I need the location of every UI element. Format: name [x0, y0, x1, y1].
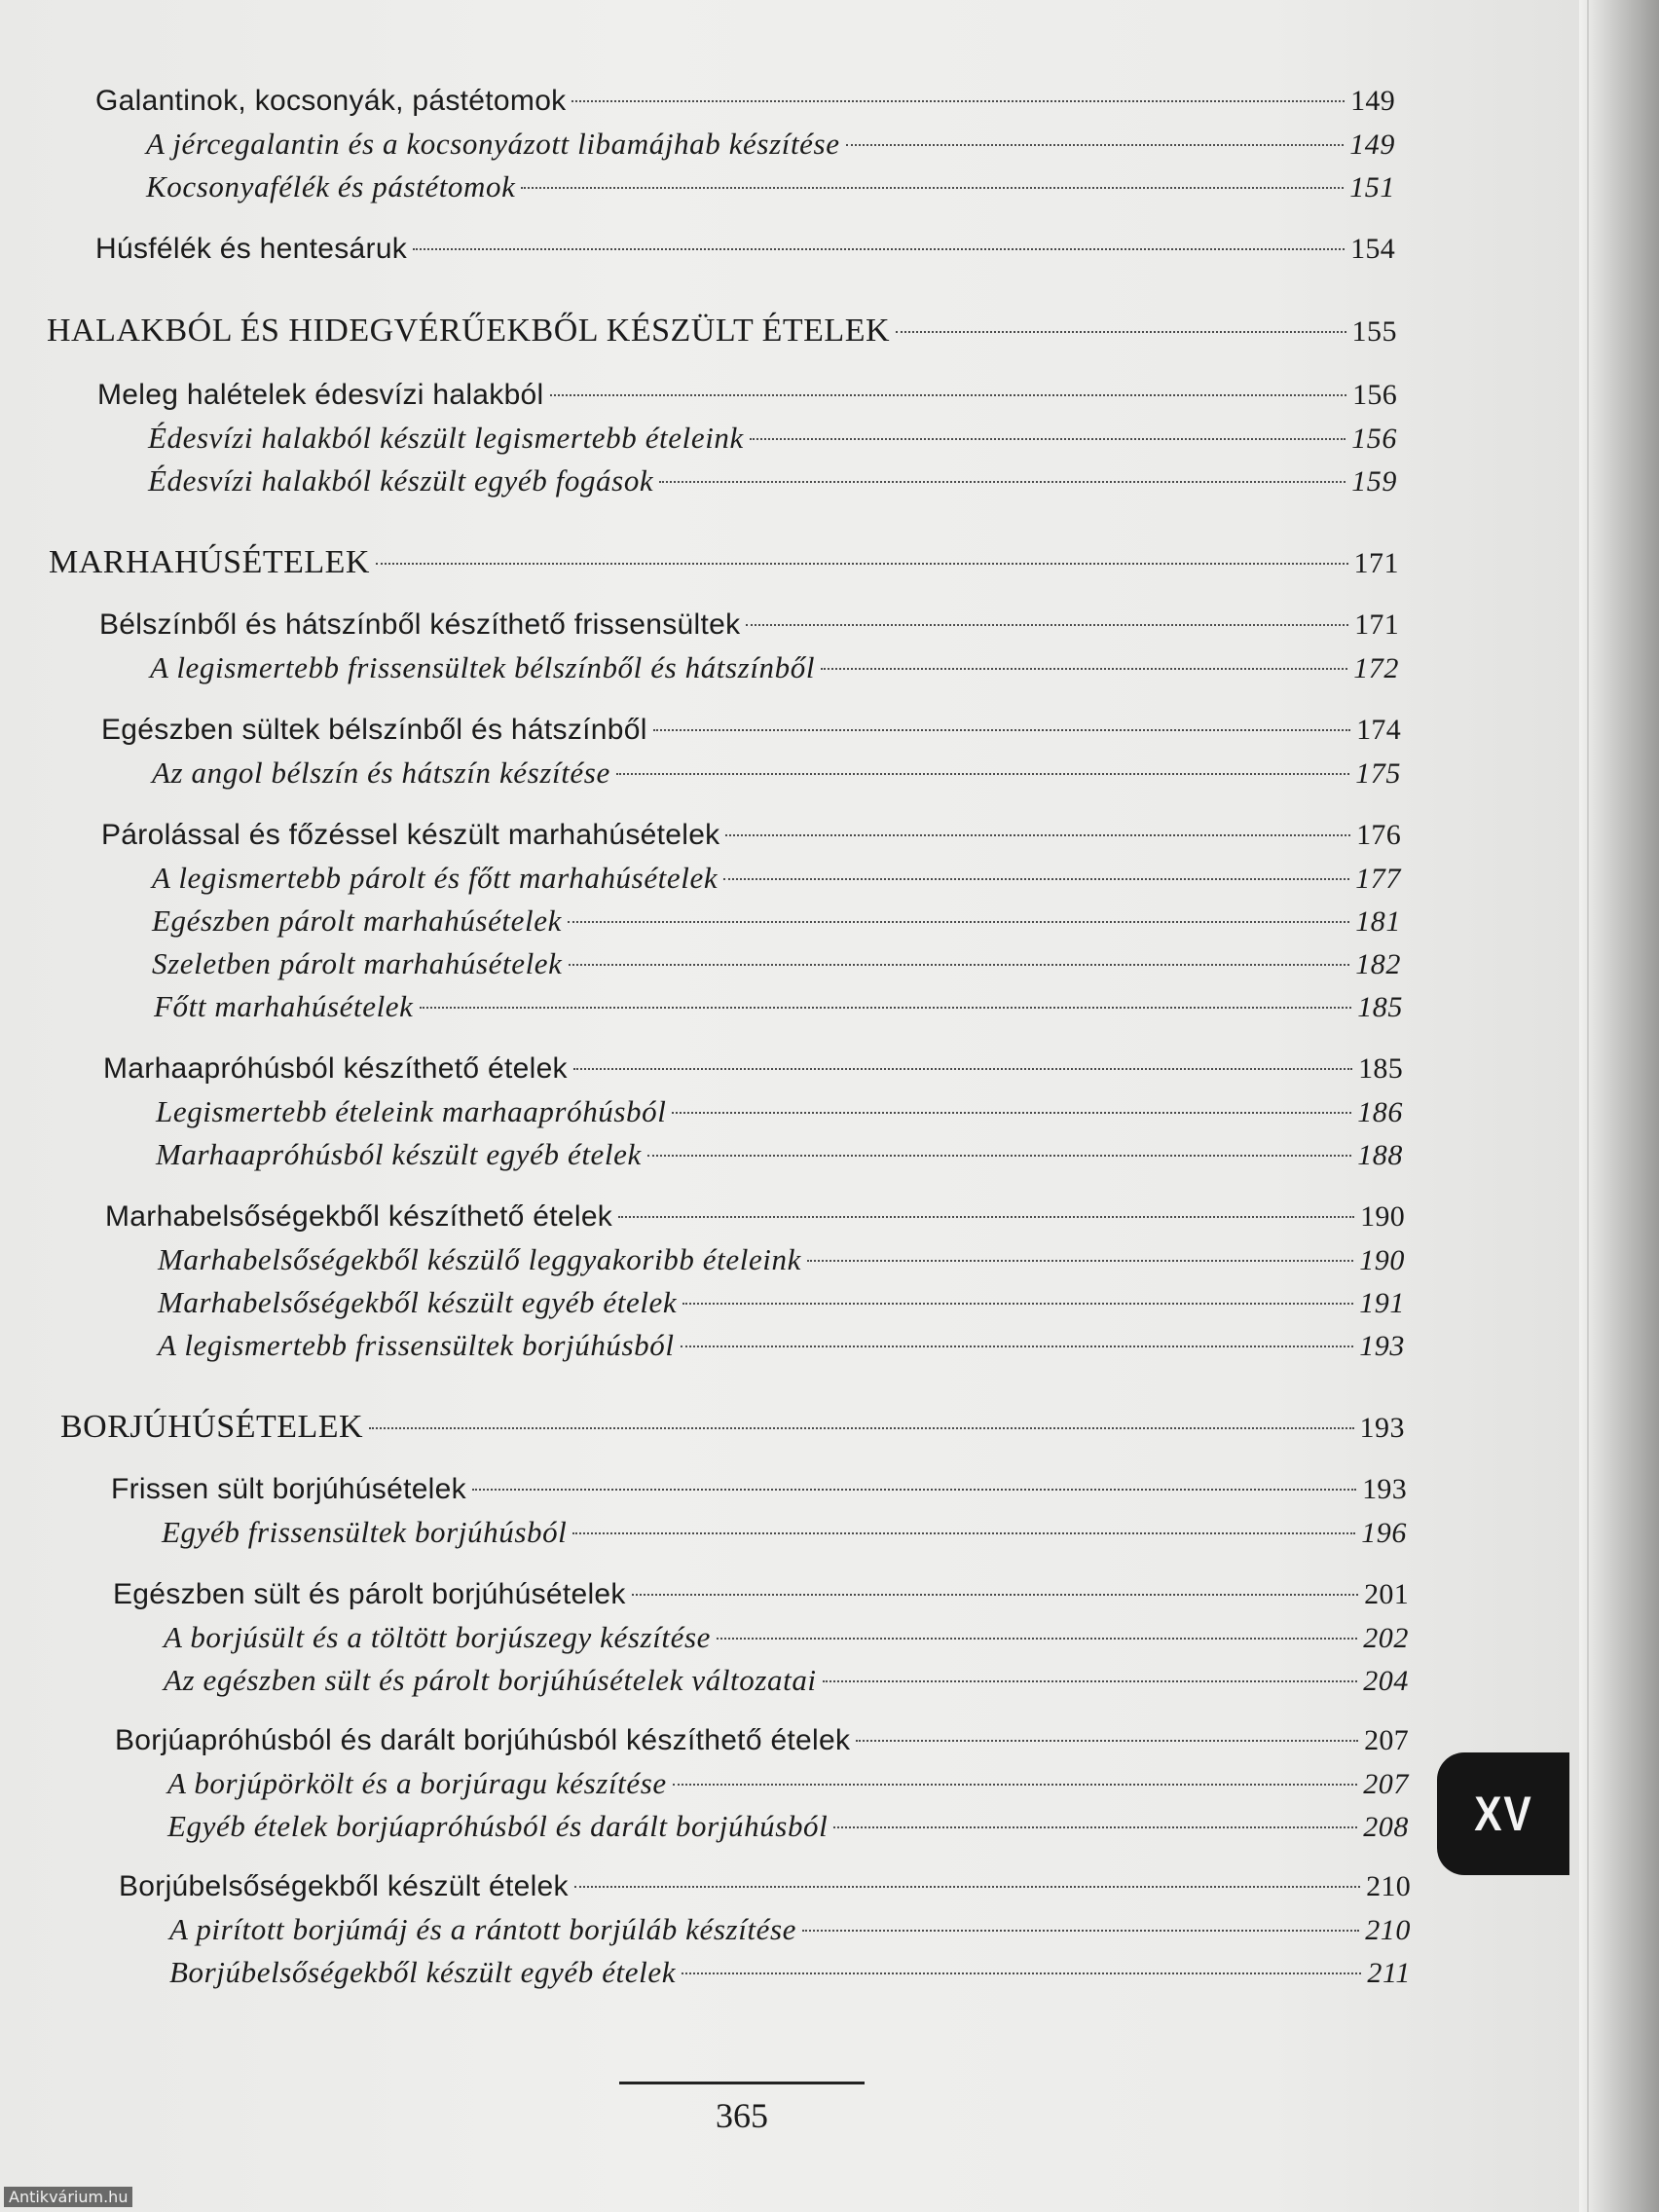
toc-entry-title: Borjúapróhúsból és darált borjúhúsból készíthető ételek — [115, 1724, 851, 1756]
toc-entry-page: 174 — [1356, 714, 1401, 746]
toc-entry — [148, 417, 1397, 460]
dot-leader — [833, 1826, 1357, 1828]
toc-entry-page: 151 — [1349, 171, 1395, 203]
dot-leader — [571, 100, 1345, 102]
footer-rule — [619, 2082, 865, 2084]
toc-entry — [105, 1196, 1405, 1238]
toc-entry-title: Húsfélék és hentesáruk — [95, 233, 408, 265]
toc-entry-page: 182 — [1355, 948, 1401, 980]
toc-entry — [146, 123, 1395, 166]
toc-entry — [167, 1762, 1409, 1805]
toc-entry — [95, 228, 1395, 271]
toc-entry-page: 171 — [1354, 608, 1399, 641]
toc-entry-title: Párolással és főzéssel készült marhahúsételek — [101, 819, 720, 851]
toc-entry-title: Borjúbelsőségekből készült egyéb ételek — [169, 1955, 677, 1989]
toc-entry-title: Egyéb ételek borjúapróhúsból és darált borjúhúsból — [167, 1809, 829, 1843]
toc-entry-title: A pirított borjúmáj és a rántott borjúláb készítése — [169, 1912, 796, 1946]
page-number: 365 — [716, 2096, 768, 2135]
toc-entry — [152, 942, 1401, 985]
page-edge — [1579, 0, 1659, 2212]
dot-leader — [632, 1594, 1358, 1596]
toc-entry-title: Kocsonyafélék és pástétomok — [146, 169, 516, 203]
dot-leader — [672, 1112, 1351, 1114]
toc-entry — [158, 1238, 1405, 1281]
toc-entry — [146, 166, 1395, 208]
toc-entry-title: Egészben sültek bélszínből és hátszínből — [101, 714, 647, 746]
toc-entry — [101, 814, 1401, 857]
toc-entry-title: Marhaapróhúsból készíthető ételek — [103, 1052, 568, 1085]
toc-entry-page: 193 — [1359, 1330, 1405, 1362]
toc-entry-title: Marhabelsőségekből készülő leggyakoribb ételeink — [158, 1242, 801, 1276]
dot-leader — [568, 921, 1349, 923]
toc-entry-page: 172 — [1353, 652, 1399, 684]
toc-entry-page: 191 — [1359, 1287, 1405, 1319]
dot-leader — [420, 1007, 1352, 1009]
dot-leader — [616, 773, 1349, 775]
dot-leader — [659, 481, 1346, 483]
toc-entry-title: Borjúbelsőségekből készült ételek — [119, 1870, 569, 1902]
dot-leader — [846, 144, 1345, 146]
toc-entry — [115, 1719, 1409, 1762]
toc-entry — [101, 709, 1401, 752]
toc-entry-page: 181 — [1355, 905, 1401, 938]
toc-entry — [49, 541, 1399, 584]
toc-entry-title: Egészben párolt marhahúsételek — [152, 903, 562, 938]
toc-entry-title: A legismertebb frissensültek bélszínből és hátszínből — [150, 650, 816, 684]
dot-leader — [572, 1532, 1355, 1534]
toc-entry-title: Frissen sült borjúhúsételek — [111, 1473, 466, 1505]
toc-entry-title: Az angol bélszín és hátszín készítése — [152, 756, 610, 790]
toc-entry — [47, 310, 1397, 352]
toc-entry — [169, 1951, 1411, 1994]
dot-leader — [413, 248, 1345, 250]
toc-entry-page: 175 — [1355, 757, 1401, 790]
toc-entry-page: 149 — [1350, 85, 1395, 117]
toc-entry-page: 210 — [1366, 1870, 1411, 1902]
toc-entry-title: Galantinok, kocsonyák, pástétomok — [95, 85, 567, 117]
toc-entry — [169, 1908, 1411, 1951]
dot-leader — [717, 1638, 1357, 1640]
toc-entry-page: 149 — [1349, 129, 1395, 161]
toc-entry-title: Bélszínből és hátszínből készíthető frissensültek — [99, 608, 741, 641]
toc-entry — [150, 646, 1399, 689]
toc-entry — [111, 1468, 1407, 1511]
dot-leader — [673, 1784, 1357, 1786]
toc-entry — [99, 604, 1399, 646]
dot-leader — [550, 394, 1347, 396]
toc-entry-title: Szeletben párolt marhahúsételek — [152, 946, 563, 980]
toc-entry-page: 188 — [1357, 1139, 1403, 1171]
dot-leader — [618, 1216, 1354, 1218]
toc-entry — [113, 1573, 1409, 1616]
dot-leader — [725, 834, 1350, 836]
dot-leader — [569, 964, 1350, 966]
toc-entry-title: Legismertebb ételeink marhaapróhúsból — [156, 1094, 667, 1128]
dot-leader — [682, 1303, 1353, 1305]
dot-leader — [681, 1346, 1354, 1347]
toc-entry-title: Egészben sült és párolt borjúhúsételek — [113, 1578, 626, 1610]
toc-entry — [152, 857, 1401, 900]
toc-entry-page: 207 — [1363, 1768, 1409, 1800]
toc-entry-title: A legismertebb párolt és főtt marhahúsételek — [152, 861, 719, 895]
toc-entry-title: Meleg halételek édesvízi halakból — [97, 379, 544, 411]
toc-entry-title: Marhabelsőségekből készíthető ételek — [105, 1200, 613, 1233]
toc-entry-title: Édesvízi halakból készült legismertebb ételeink — [148, 421, 744, 455]
toc-entry-page: 190 — [1359, 1244, 1405, 1276]
chapter-tab-label: XV — [1473, 1787, 1533, 1841]
dot-leader — [682, 1972, 1361, 1974]
toc-entry-page: 204 — [1363, 1665, 1409, 1697]
toc-entry-page: 208 — [1363, 1811, 1409, 1843]
toc-entry-title: A jércegalantin és a kocsonyázott libamájhab készítése — [146, 127, 840, 161]
dot-leader — [574, 1886, 1360, 1888]
dot-leader — [723, 878, 1349, 880]
chapter-tab — [1437, 1752, 1569, 1875]
dot-leader — [807, 1260, 1353, 1262]
toc-entry-page: 186 — [1357, 1096, 1403, 1128]
watermark: Antikvárium.hu — [4, 2187, 132, 2207]
toc-entry — [152, 900, 1401, 942]
dot-leader — [746, 624, 1348, 626]
dot-leader — [823, 1680, 1358, 1682]
toc-entry-title: Marhabelsőségekből készült egyéb ételek — [158, 1285, 678, 1319]
dot-leader — [369, 1427, 1353, 1429]
toc-entry-title: A legismertebb frissensültek borjúhúsból — [158, 1328, 675, 1362]
toc-entry — [119, 1865, 1411, 1908]
toc-entry-page: 202 — [1363, 1622, 1409, 1654]
dot-leader — [653, 729, 1350, 731]
toc-entry — [148, 460, 1397, 502]
toc-entry-title: Főtt marhahúsételek — [154, 989, 414, 1023]
toc-entry-page: 154 — [1350, 233, 1395, 265]
toc-entry-title: MARHAHÚSÉTELEK — [49, 544, 370, 580]
toc-entry-page: 207 — [1364, 1724, 1409, 1756]
dot-leader — [521, 187, 1344, 189]
toc-entry-title: BORJÚHÚSÉTELEK — [60, 1409, 364, 1445]
toc-entry-page: 201 — [1364, 1578, 1409, 1610]
toc-entry — [95, 80, 1395, 123]
dot-leader — [573, 1068, 1352, 1070]
toc-entry-page: 211 — [1367, 1957, 1411, 1989]
dot-leader — [856, 1740, 1358, 1742]
toc-entry — [164, 1616, 1409, 1659]
toc-entry-page: 190 — [1360, 1200, 1405, 1233]
toc-entry — [158, 1324, 1405, 1367]
toc-entry-page: 210 — [1365, 1914, 1411, 1946]
toc-entry — [152, 752, 1401, 794]
dot-leader — [472, 1489, 1356, 1491]
toc-entry-title: A borjúpörkölt és a borjúragu készítése — [167, 1766, 667, 1800]
toc-entry-page: 185 — [1358, 1052, 1403, 1085]
toc-entry-page: 155 — [1351, 315, 1397, 348]
dot-leader — [896, 331, 1346, 333]
toc-entry-page: 193 — [1362, 1473, 1407, 1505]
toc-entry-page: 193 — [1359, 1412, 1405, 1444]
toc-entry-title: Az egészben sült és párolt borjúhúsételek változatai — [164, 1663, 817, 1697]
toc-entry-page: 176 — [1356, 819, 1401, 851]
toc-entry — [156, 1133, 1403, 1176]
toc-entry — [162, 1511, 1407, 1554]
dot-leader — [376, 563, 1348, 565]
toc-entry-page: 159 — [1351, 465, 1397, 498]
toc-entry — [164, 1659, 1409, 1702]
toc-entry-page: 177 — [1355, 863, 1401, 895]
toc-entry — [103, 1048, 1403, 1090]
toc-entry — [154, 985, 1403, 1028]
toc-entry-title: Marhaapróhúsból készült egyéb ételek — [156, 1137, 642, 1171]
toc-entry-title: HALAKBÓL ÉS HIDEGVÉRŰEKBŐL KÉSZÜLT ÉTELEK — [47, 313, 891, 349]
toc-entry-title: Egyéb frissensültek borjúhúsból — [162, 1515, 568, 1549]
toc-entry-page: 156 — [1352, 379, 1397, 411]
toc-entry — [158, 1281, 1405, 1324]
toc-entry-page: 156 — [1351, 423, 1397, 455]
toc-entry-page: 185 — [1357, 991, 1403, 1023]
toc-entry-title: Édesvízi halakból készült egyéb fogások — [148, 463, 654, 498]
dot-leader — [750, 438, 1346, 440]
toc-entry — [167, 1805, 1409, 1848]
toc-entry — [60, 1406, 1405, 1449]
toc-entry — [97, 374, 1397, 417]
toc-entry — [156, 1090, 1403, 1133]
toc-entry-page: 196 — [1361, 1517, 1407, 1549]
dot-leader — [802, 1930, 1359, 1932]
dot-leader — [821, 668, 1347, 670]
toc-entry-title: A borjúsült és a töltött borjúszegy készítése — [164, 1620, 712, 1654]
dot-leader — [647, 1155, 1351, 1157]
toc-entry-page: 171 — [1353, 547, 1399, 579]
